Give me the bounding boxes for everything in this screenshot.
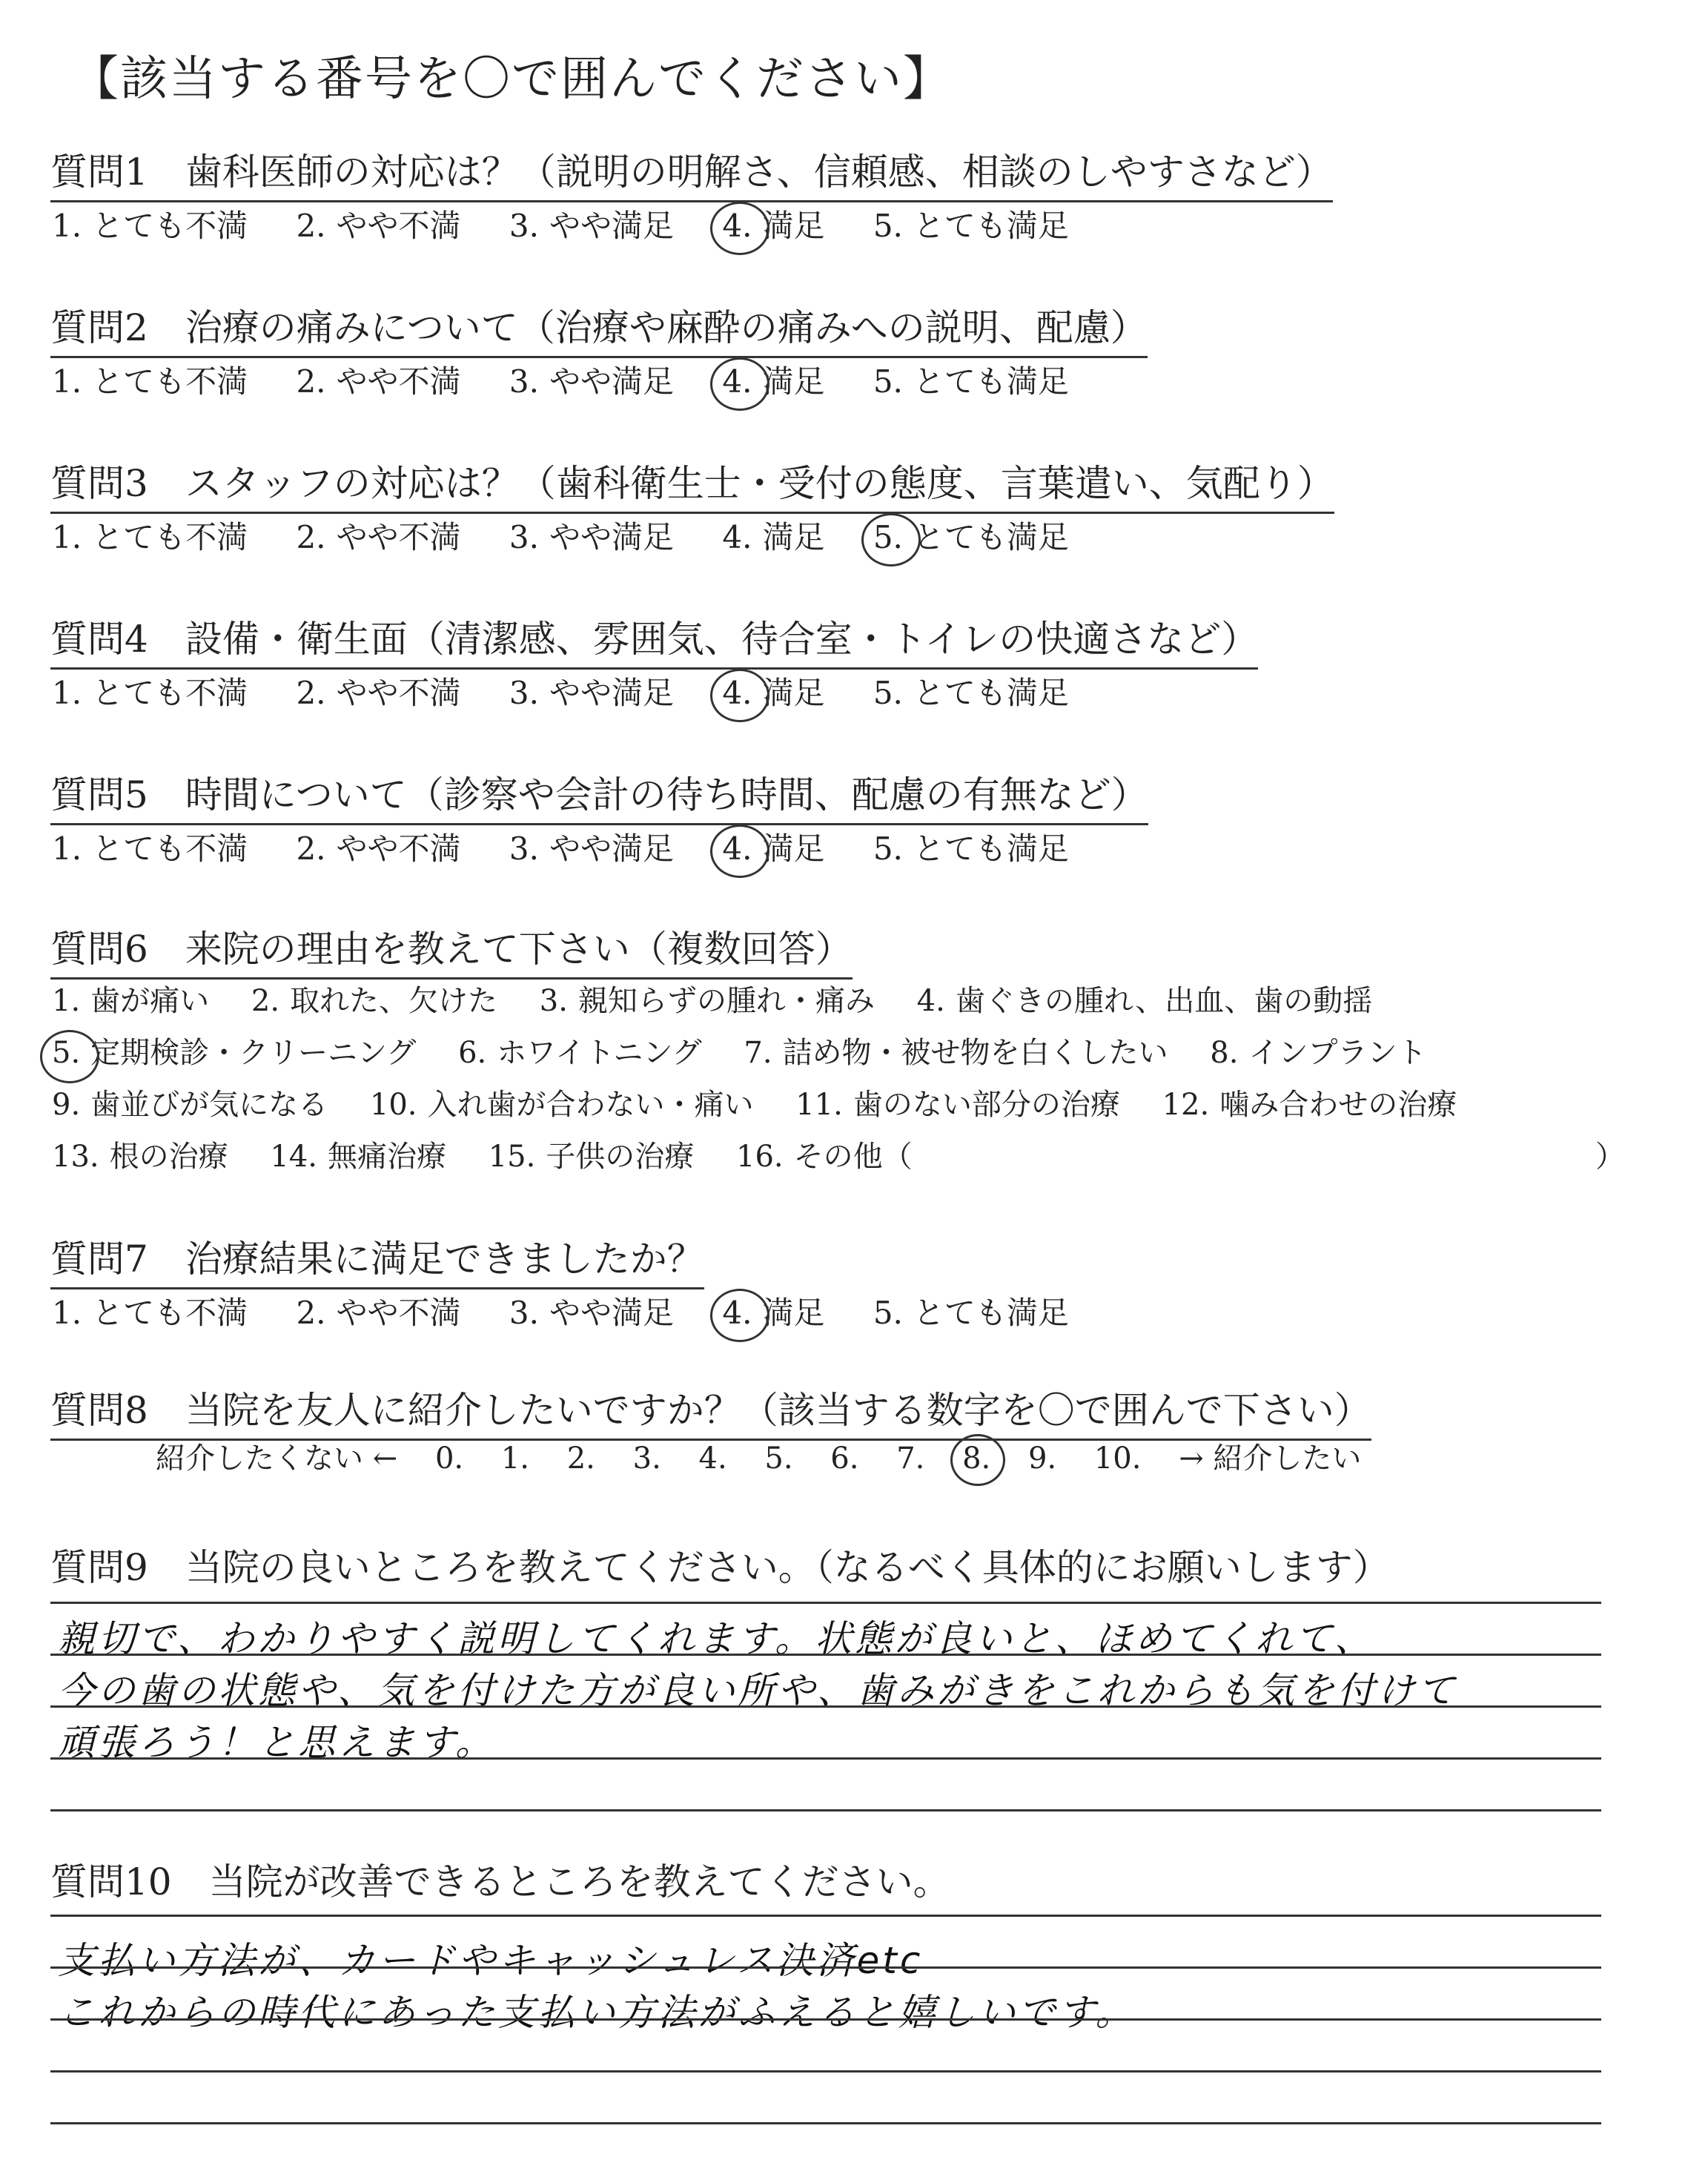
question-7-heading [50, 1229, 704, 1289]
q10-answer-line-1[interactable]: 支払い方法が、カードやキャッシュレス決済etc [58, 1939, 924, 1982]
question-text: 時間について（診察や会計の待ち時間、配慮の有無など） [185, 773, 1148, 816]
question-2-heading [50, 298, 1148, 358]
option-1[interactable]: 1. とても不満 [52, 1295, 248, 1331]
option-10[interactable]: 10. 入れ歯が合わない・痛い [369, 1088, 754, 1122]
option-5[interactable]: 5. とても満足 [873, 1295, 1069, 1331]
scale-1[interactable]: 1. [500, 1441, 530, 1476]
option-11[interactable]: 11. 歯のない部分の治療 [795, 1088, 1120, 1122]
question-10-heading [50, 1852, 950, 1906]
answer-line [50, 1654, 1601, 1656]
answer-line [50, 2122, 1601, 2124]
option-5[interactable]: 5. とても満足 [873, 675, 1069, 711]
option-12[interactable]: 12. 噛み合わせの治療 [1162, 1088, 1457, 1122]
question-4-heading [50, 610, 1258, 670]
scale-4[interactable]: 4. [698, 1441, 727, 1476]
question-7-options [52, 1289, 1108, 1333]
question-text: スタッフの対応は？（歯科衛生士・受付の態度、言葉遣い、気配り） [185, 462, 1334, 505]
option-14[interactable]: 14. 無痛治療 [270, 1140, 446, 1174]
option-4[interactable]: 4. 満足 [722, 208, 825, 244]
q9-answer-line-3[interactable]: 頑張ろう！と思えます。 [58, 1721, 495, 1764]
question-4-options [52, 669, 1108, 713]
question-text: 治療結果に満足できましたか？ [185, 1238, 704, 1281]
option-6[interactable]: 6. ホワイトニング [458, 1036, 702, 1070]
scale-2[interactable]: 2. [566, 1441, 595, 1476]
option-3[interactable]: 3. やや満足 [509, 519, 674, 555]
q9-answer-line-1[interactable]: 親切で、わかりやすく説明してくれます。状態が良いと、ほめてくれて、 [58, 1617, 1374, 1660]
question-label: 質問10 [50, 1860, 172, 1903]
question-5-options [52, 825, 1108, 869]
option-1[interactable]: 1. 歯が痛い [52, 984, 210, 1018]
question-3-options [52, 513, 1108, 558]
question-label: 質問7 [50, 1238, 148, 1281]
option-3[interactable]: 3. やや満足 [509, 830, 674, 867]
option-4[interactable]: 4. 満足 [722, 675, 825, 711]
option-2[interactable]: 2. 取れた、欠けた [251, 984, 498, 1018]
scale-3[interactable]: 3. [632, 1441, 661, 1476]
other-close-paren: ） [1595, 1140, 1625, 1174]
option-1[interactable]: 1. とても不満 [52, 830, 248, 867]
scale-6[interactable]: 6. [830, 1441, 859, 1476]
option-4[interactable]: 4. 満足 [722, 519, 825, 555]
question-6-heading [50, 919, 853, 980]
question-text: 治療の痛みについて（治療や麻酔の痛みへの説明、配慮） [185, 306, 1148, 349]
option-13[interactable]: 13. 根の治療 [52, 1140, 228, 1174]
option-3[interactable]: 3. やや満足 [509, 363, 674, 400]
question-8-heading [50, 1381, 1371, 1441]
question-text: 当院が改善できるところを教えてください。 [208, 1860, 950, 1903]
answer-line [50, 1966, 1601, 1969]
page-title: 【該当する番号を〇で囲んでください】 [71, 52, 952, 107]
question-label: 質問6 [50, 928, 148, 971]
question-6-options-row-3 [52, 1081, 1489, 1123]
q10-answer-line-2[interactable]: これからの時代にあった支払い方法がふえると嬉しいです。 [58, 1991, 1136, 2034]
scale-0[interactable]: 0. [434, 1441, 464, 1476]
option-1[interactable]: 1. とても不満 [52, 675, 248, 711]
option-2[interactable]: 2. やや不満 [296, 363, 461, 400]
option-1[interactable]: 1. とても不満 [52, 208, 248, 244]
answer-line [50, 1757, 1601, 1760]
question-text: 来院の理由を教えて下さい（複数回答） [185, 928, 853, 971]
question-1-options [52, 202, 1108, 246]
question-1-heading [50, 142, 1333, 202]
scale-9[interactable]: 9. [1027, 1441, 1057, 1476]
option-4[interactable]: 4. 満足 [722, 830, 825, 867]
option-5[interactable]: 5. とても満足 [873, 519, 1069, 555]
question-5-heading [50, 765, 1148, 825]
scale-7[interactable]: 7. [896, 1441, 925, 1476]
answer-line [50, 2070, 1601, 2073]
option-5[interactable]: 5. とても満足 [873, 830, 1069, 867]
option-3[interactable]: 3. やや満足 [509, 675, 674, 711]
answer-line [50, 1705, 1601, 1708]
question-label: 質問2 [50, 306, 148, 349]
scale-5[interactable]: 5. [764, 1441, 793, 1476]
question-label: 質問4 [50, 618, 148, 661]
scale-10[interactable]: 10. [1093, 1441, 1142, 1476]
option-2[interactable]: 2. やや不満 [296, 208, 461, 244]
option-7[interactable]: 7. 詰め物・被せ物を白くしたい [744, 1036, 1168, 1070]
question-2-options [52, 357, 1108, 402]
q9-answer-line-2[interactable]: 今の歯の状態や、気を付けた方が良い所や、歯みがきをこれからも気を付けて [58, 1669, 1457, 1712]
question-label: 質問8 [50, 1389, 148, 1432]
scale-left-label: 紹介したくない ← [156, 1441, 398, 1476]
question-label: 質問5 [50, 773, 148, 816]
question-3-heading [50, 454, 1334, 514]
question-label: 質問3 [50, 462, 148, 505]
recommend-scale [156, 1435, 1389, 1477]
option-3[interactable]: 3. やや満足 [509, 1295, 674, 1331]
option-9[interactable]: 9. 歯並びが気になる [52, 1088, 328, 1122]
question-text: 当院を友人に紹介したいですか？（該当する数字を〇で囲んで下さい） [185, 1389, 1371, 1432]
answer-line [50, 1809, 1601, 1811]
question-6-options-row-2 [52, 1029, 1459, 1071]
option-5[interactable]: 5. 定期検診・クリーニング [52, 1036, 417, 1070]
option-3[interactable]: 3. やや満足 [509, 208, 674, 244]
option-16[interactable]: 16. その他（ [736, 1140, 913, 1174]
question-text: 歯科医師の対応は？（説明の明解さ、信頼感、相談のしやすさなど） [185, 151, 1333, 194]
question-text: 設備・衛生面（清潔感、雰囲気、待合室・トイレの快適さなど） [185, 618, 1259, 661]
option-5[interactable]: 5. とても満足 [873, 208, 1069, 244]
answer-line [50, 2018, 1601, 2021]
option-4[interactable]: 4. 満足 [722, 363, 825, 400]
scale-right-label: → 紹介したい [1179, 1441, 1362, 1476]
option-1[interactable]: 1. とても不満 [52, 363, 248, 400]
question-9-heading [50, 1538, 1390, 1591]
question-text: 当院の良いところを教えてください。（なるべく具体的にお願いします） [185, 1546, 1390, 1589]
option-3[interactable]: 3. 親知らずの腫れ・痛み [539, 984, 875, 1018]
question-label: 質問9 [50, 1546, 148, 1589]
option-2[interactable]: 2. やや不満 [296, 519, 461, 555]
answer-line [50, 1602, 1601, 1604]
question-label: 質問1 [50, 151, 148, 194]
option-8[interactable]: 8. インプラント [1210, 1036, 1427, 1070]
option-4[interactable]: 4. 歯ぐきの腫れ、出血、歯の動揺 [916, 984, 1373, 1018]
answer-line [50, 1915, 1601, 1917]
option-2[interactable]: 2. やや不満 [296, 1295, 461, 1331]
scale-8[interactable]: 8. [962, 1441, 991, 1476]
option-15[interactable]: 15. 子供の治療 [488, 1140, 695, 1174]
question-6-options-row-4 [52, 1133, 945, 1175]
option-5[interactable]: 5. とても満足 [873, 363, 1069, 400]
option-2[interactable]: 2. やや不満 [296, 675, 461, 711]
option-1[interactable]: 1. とても不満 [52, 519, 248, 555]
question-6-options-row-1 [52, 977, 1405, 1020]
option-2[interactable]: 2. やや不満 [296, 830, 461, 867]
option-4[interactable]: 4. 満足 [722, 1295, 825, 1331]
